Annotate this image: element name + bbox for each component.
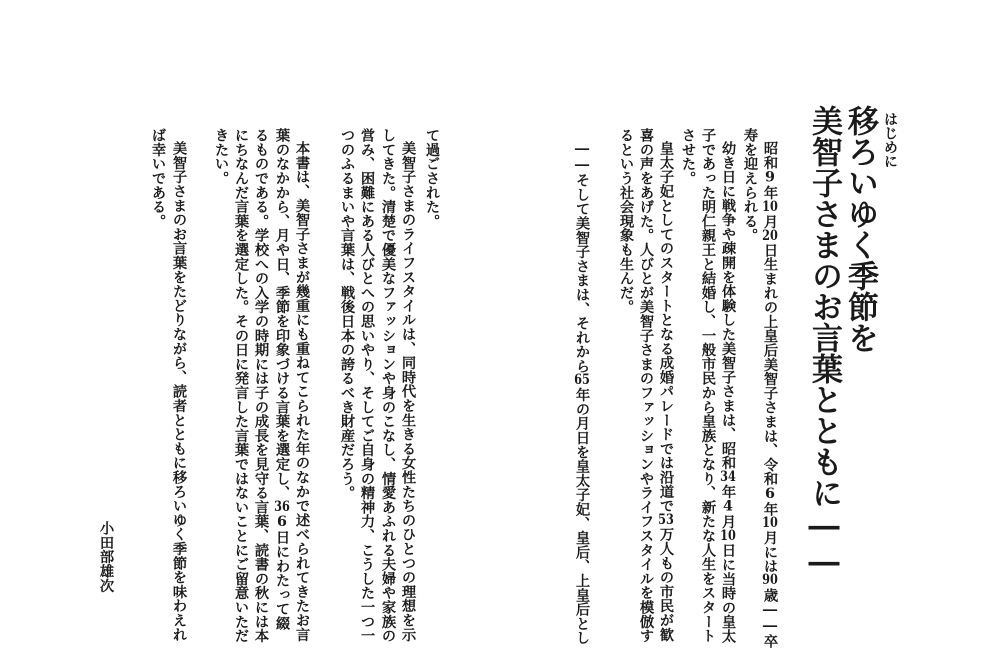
body-column: 幼き日に戦争や疎開を体験した美智子さまは、昭和34年4月10日に当時の皇太 (720, 141, 736, 644)
body-column: 寿を迎えられる。 (742, 128, 758, 243)
body-column: て過ごされた。 (424, 128, 440, 229)
body-column: 喜の声をあげた。人びとが美智子さまのファッションやライフスタイルを模倣す (638, 128, 654, 643)
body-column: 美智子さまのお言葉をたどりながら、読者とともに移ろいゆく季節を味わえれ (171, 141, 187, 642)
body-column: 本書は、美智子さまが幾重にも重ねてこられた年のなかで述べられてきたお言 (294, 141, 310, 642)
body-column: ば幸いである。 (150, 128, 166, 229)
body-column: きたい。 (213, 128, 229, 186)
body-column: してきた。清楚で優美なファッションや身のこなし、情愛あふれる夫婦や家族の (380, 128, 396, 643)
body-column: 子であった明仁親王と結婚し、一般市民から皇族となり、新たな人生をスタート (700, 128, 716, 643)
body-column: にちなんだ言葉を選定した。その日に発言した言葉ではないことにご留意いただ (233, 128, 249, 643)
body-column: るという社会現象も生んだ。 (618, 128, 634, 314)
body-column: つのふるまいや言葉は、戦後日本の誇るべき財産だろう。 (339, 128, 355, 500)
section-label: はじめに (882, 112, 898, 168)
body-column: 昭和9年10月20日生まれの上皇后美智子さまは、令和6年10月には90歳――卒 (762, 141, 778, 648)
body-column: 美智子さまのライフスタイルは、同時代を生きる女性たちのひとつの理想を示 (400, 141, 416, 642)
body-column: させた。 (680, 128, 696, 186)
page-title-line-1: 移ろいゆく季節を (842, 105, 878, 353)
author-signature: 小田部雄次 (98, 521, 114, 593)
page-title-line-2: 美智子さまのお言葉とともに―― (806, 105, 842, 580)
body-column: 葉のなかから、月や日、季節を印象づける言葉を選定し、366日にわたって綴 (274, 128, 290, 631)
body-column: るものである。学校への入学の時期には子の成長を見守る言葉、読書の秋には本 (253, 128, 269, 643)
body-column: 営み、困難にある人びとへの思いやり、そしてご自身の精神力、こうした一つ一 (359, 128, 375, 643)
body-column: 皇太子妃としてのスタートとなる成婚パレードでは沿道で53万人もの市民が歓 (658, 141, 674, 642)
body-column: ――そして美智子さまは、それから65年の月日を皇太子妃、皇后、上皇后とし (574, 141, 590, 645)
